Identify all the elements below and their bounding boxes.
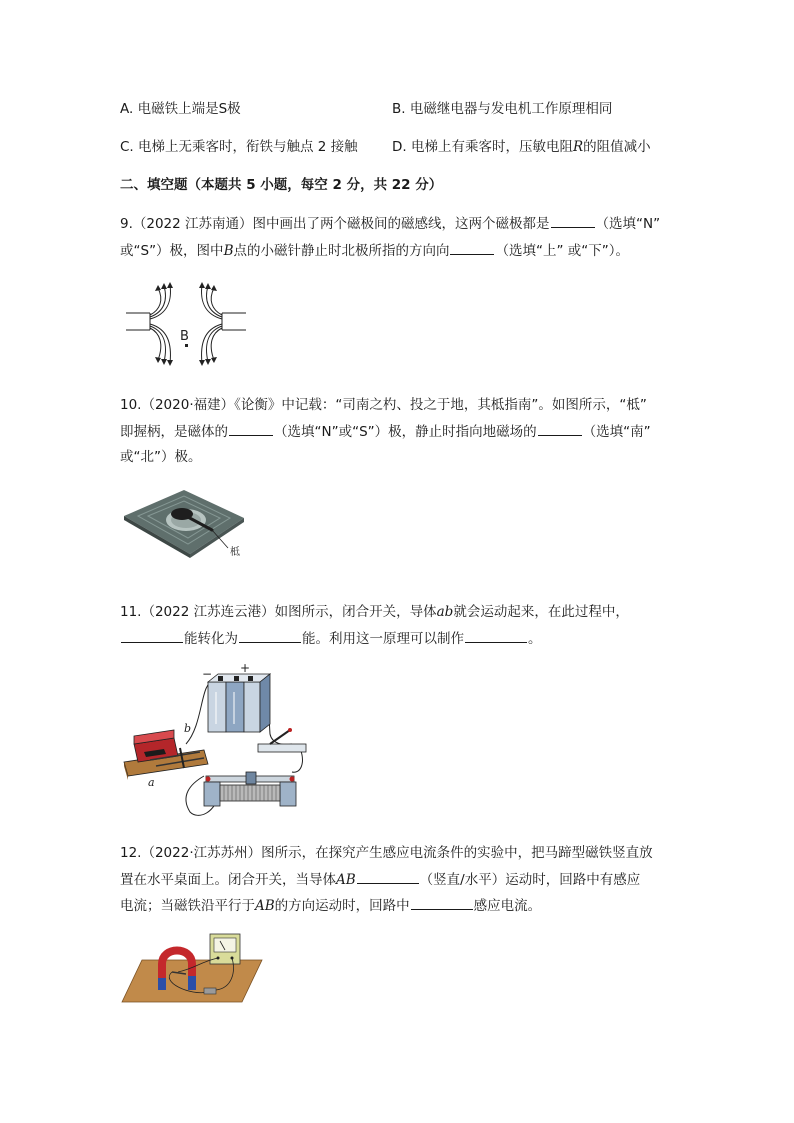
q9-blank-2[interactable] [450, 240, 494, 255]
q10-fig-label-handle: 柢 [230, 547, 240, 558]
q10-line-2 [120, 421, 651, 442]
q10-blank-2[interactable] [538, 421, 582, 436]
q11-blank-2[interactable] [239, 628, 301, 643]
q12-text-2b: （竖直/水平）运动时，回路中有感应 [419, 872, 641, 888]
option-d-variable: R [572, 139, 584, 155]
q12-text-3a: 电流；当磁铁沿平行于 [120, 898, 255, 914]
option-d-prefix: D. 电梯上有乘客时，压敏电阻 [392, 139, 573, 155]
q10-text-2a: 即握柄，是磁体的 [120, 424, 228, 440]
q10-text-2b: （选填“N”或“S”）极，静止时指向地磁场的 [274, 424, 537, 440]
q11-fig-plus-label: + [240, 664, 251, 675]
q12-horseshoe-magnet-figure [120, 932, 264, 1004]
option-c: C. 电梯上无乘客时，衔铁与触点 2 接触 [120, 139, 358, 155]
q11-fig-minus-label: − [202, 667, 213, 681]
q9-variable-b: B [223, 243, 234, 259]
q9-text-2c: （选填“上” 或“下”）。 [495, 243, 630, 259]
option-d-suffix: 的阻值减小 [583, 139, 651, 155]
q10-blank-1[interactable] [229, 421, 273, 436]
q11-variable-ab: ab [436, 604, 454, 620]
q9-line-1 [120, 213, 660, 234]
q12-line-2 [120, 869, 640, 890]
q11-line-2 [120, 628, 542, 649]
q12-blank-2[interactable] [411, 895, 473, 910]
q12-variable-ab-2: AB [255, 898, 275, 914]
q9-text-1b: （选填“N” [595, 216, 661, 232]
q9-magnetic-field-figure [122, 282, 250, 368]
q10-line-3: 或“北”）极。 [120, 449, 202, 465]
q10-text-2c: （选填“南” [582, 424, 651, 440]
q12-text-2a: 置在水平桌面上。闭合开关，当导体 [120, 872, 336, 888]
q11-fig-label-b: b [184, 722, 192, 735]
q11-line-1 [120, 602, 629, 622]
q9-blank-1[interactable] [551, 213, 595, 228]
q11-text-1a: 11.（2022 江苏连云港）如图所示，闭合开关，导体 [120, 604, 437, 620]
section-heading: 二、填空题（本题共 5 小题，每空 2 分，共 22 分） [120, 177, 443, 193]
q12-variable-ab-1: AB [336, 872, 356, 888]
q12-line-1: 12.（2022·江苏苏州）图所示，在探究产生感应电流条件的实验中，把马蹄型磁铁竖直放 [120, 845, 653, 861]
q10-sinan-compass-figure [120, 486, 248, 562]
q11-fig-label-a: a [148, 776, 155, 789]
q9-text-2b: 点的小磁针静止时北极所指的方向向 [233, 243, 450, 259]
q12-line-3 [120, 895, 541, 916]
q9-text-2a: 或“S”）极，图中 [120, 243, 224, 259]
option-a: A. 电磁铁上端是S极 [120, 101, 241, 117]
option-d [392, 137, 651, 157]
q11-text-2c: 。 [528, 631, 542, 647]
q12-text-3c: 感应电流。 [473, 898, 542, 914]
q12-blank-1[interactable] [357, 869, 419, 884]
option-b: B. 电磁继电器与发电机工作原理相同 [392, 101, 613, 117]
q11-circuit-figure [120, 664, 316, 822]
q9-text-1a: 9.（2022 江苏南通）图中画出了两个磁极间的磁感线，这两个磁极都是 [120, 216, 550, 232]
q11-blank-1[interactable] [121, 628, 183, 643]
q10-line-1: 10.（2020·福建）《论衡》中记载：“司南之杓、投之于地，其柢指南”。如图所示，“柢” [120, 397, 647, 413]
q11-text-1b: 就会运动起来，在此过程中， [453, 604, 629, 620]
point-b-dot [185, 344, 188, 347]
q11-text-2a: 能转化为 [184, 631, 238, 647]
q12-text-3b: 的方向运动时，回路中 [274, 898, 410, 914]
q9-fig-label-b: B [180, 329, 189, 344]
q11-blank-3[interactable] [465, 628, 527, 643]
q11-text-2b: 能。利用这一原理可以制作 [302, 631, 464, 647]
q9-line-2 [120, 240, 629, 261]
